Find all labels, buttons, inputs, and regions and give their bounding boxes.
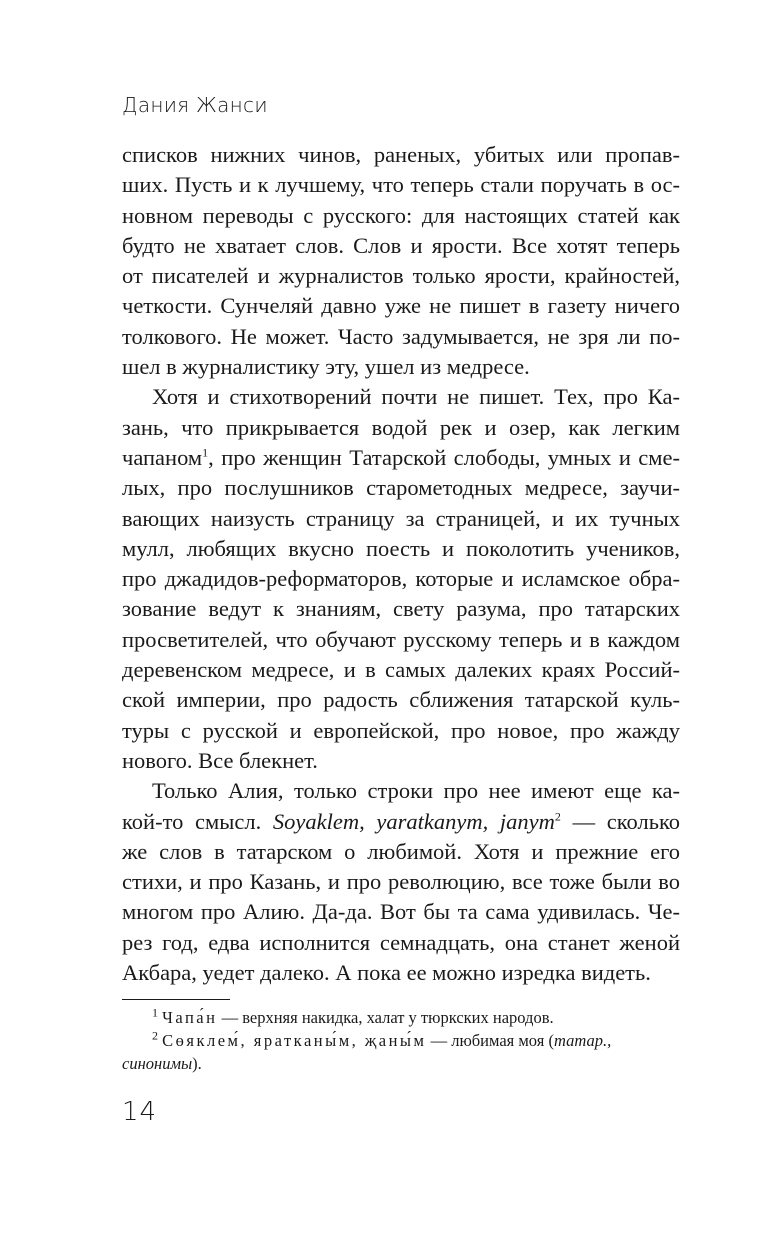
footnote-reference: 1: [202, 445, 209, 460]
page-body: [122, 140, 680, 988]
footnote-reference: 2: [554, 809, 561, 824]
body-line: стихи, и про Казань, и про революцию, все тоже были во: [122, 869, 680, 895]
footnote-term: Сөяклем́, яратканы́м, җаны́м: [162, 1031, 427, 1050]
body-line: туры с русской и европейской, про новое, про жажду: [122, 717, 680, 743]
running-head: Дания Жанси: [122, 93, 268, 117]
footnote-mark: 2: [152, 1028, 158, 1043]
body-line: Только Алия, только строки про нее имеют еще ка-: [152, 778, 680, 804]
body-line: многом про Алию. Да-да. Вот бы та сама удивилась. Че-: [122, 899, 680, 925]
body-line: просветителей, что обучают русскому теперь и в каждом: [122, 626, 680, 652]
body-text: чапаном: [122, 444, 203, 470]
footnote-text: — любимая моя (: [426, 1031, 554, 1050]
body-line: будто не хватает слов. Слов и ярости. Все хотят теперь: [122, 232, 680, 258]
body-line: новном переводы с русского: для настоящих статей как: [122, 202, 680, 228]
footnote-italic: синонимы: [122, 1054, 193, 1073]
body-line: вающих наизусть страницу за страницей, и их тучных: [122, 505, 680, 531]
body-line: четкости. Сунчеляй давно уже не пишет в газету ничего: [122, 293, 680, 319]
footnote-2-continued: [122, 1052, 680, 1075]
body-line: деревенском медресе, и в самых далеких краях Россий-: [122, 657, 680, 683]
body-line: зование ведут к знаниям, свету разума, про татарских: [122, 596, 680, 622]
body-text: — сколько: [560, 808, 681, 834]
body-line: ской империи, про радость сближения татарской куль-: [122, 687, 680, 713]
body-line: про джадидов-реформаторов, которые и исламское обра-: [122, 566, 680, 592]
body-line: же слов в татарском о любимой. Хотя и прежние его: [122, 838, 680, 864]
footnote-text: — верхняя накидка, халат у тюркских народов.: [217, 1008, 554, 1027]
body-line: зань, что прикрывается водой рек и озер, как легким: [122, 414, 680, 440]
footnote-divider: [122, 999, 230, 1000]
body-text: кой-то смысл.: [122, 808, 273, 834]
footnotes: [122, 1006, 680, 1075]
body-line: шел в журналистику эту, ушел из медресе.: [122, 354, 530, 380]
footnote-text: ).: [192, 1054, 202, 1073]
footnote-italic: татар.,: [553, 1031, 612, 1050]
page-number: 14: [122, 1097, 158, 1127]
body-line: нового. Все блекнет.: [122, 747, 318, 773]
body-line: толкового. Не может. Часто задумывается, не зря ли по-: [122, 323, 680, 349]
body-line: мулл, любящих вкусно поесть и поколотить учеников,: [122, 535, 680, 561]
body-line: рез год, едва исполнится семнадцать, она станет женой: [122, 929, 680, 955]
body-line: Акбара, уедет далеко. А пока ее можно изредка видеть.: [122, 960, 651, 986]
body-line: [122, 443, 680, 473]
body-line: Хотя и стихотворений почти не пишет. Тех, про Ка-: [152, 384, 680, 410]
body-line: от писателей и журналистов только ярости, крайностей,: [122, 263, 680, 289]
footnote-mark: 1: [152, 1005, 158, 1020]
footnote-term: Чапа́н: [162, 1008, 218, 1027]
body-line: [122, 807, 680, 837]
body-text: , про женщин Татарской слободы, умных и сме-: [208, 444, 680, 470]
body-line: ших. Пусть и к лучшему, что теперь стали поручать в ос-: [122, 172, 680, 198]
footnote-1: [122, 1006, 680, 1029]
footnote-2: [122, 1029, 680, 1052]
italic-phrase: Soyaklem, yaratkanym, janym: [272, 808, 555, 834]
body-line: списков нижних чинов, раненых, убитых или пропав-: [122, 142, 680, 167]
body-line: лых, про послушников старометодных медресе, заучи-: [122, 475, 680, 501]
